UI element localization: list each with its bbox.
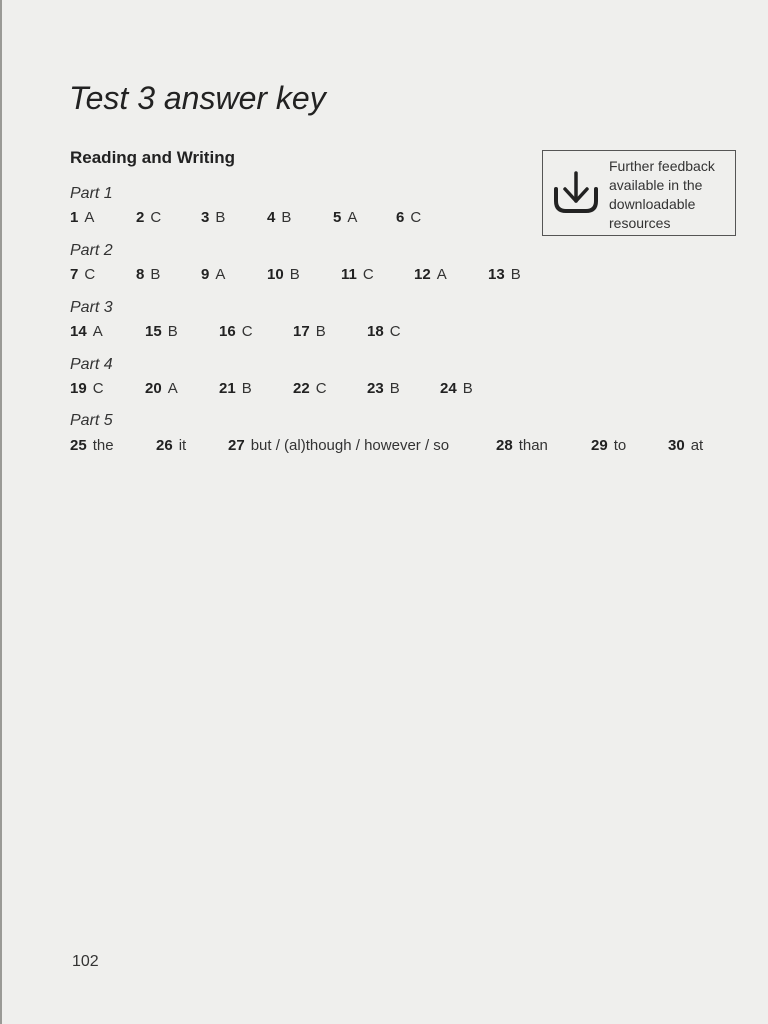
download-icon [551,171,601,217]
question-number: 13 [488,266,505,283]
question-number: 30 [668,437,685,454]
answer-item [136,209,161,226]
answer-value: C [362,266,374,283]
question-number: 1 [70,209,79,226]
answer-item [367,380,400,397]
part-label: Part 4 [70,356,113,373]
question-number: 4 [267,209,276,226]
feedback-line: resources [609,215,671,231]
answer-value: B [315,323,326,340]
answer-item [228,437,449,454]
answer-value: it [178,437,187,454]
question-number: 2 [136,209,145,226]
question-number: 21 [219,380,236,397]
question-number: 10 [267,266,284,283]
question-number: 5 [333,209,342,226]
answer-item [333,209,357,226]
answer-item [70,380,104,397]
answer-value: B [389,380,400,397]
answer-item [145,323,178,340]
answer-value: A [167,380,178,397]
answer-value: C [315,380,327,397]
question-number: 23 [367,380,384,397]
answer-value: C [410,209,422,226]
answer-item [414,266,447,283]
answer-item [70,209,94,226]
question-number: 9 [201,266,210,283]
page-title: Test 3 answer key [69,80,326,116]
part-label: Part 1 [70,185,113,202]
question-number: 16 [219,323,236,340]
answer-item [70,266,95,283]
question-number: 28 [496,437,513,454]
question-number: 26 [156,437,173,454]
answer-value: C [389,323,401,340]
question-number: 6 [396,209,405,226]
answer-item [219,323,253,340]
question-number: 17 [293,323,310,340]
question-number: 12 [414,266,431,283]
answer-value: A [215,266,226,283]
answer-item [201,266,225,283]
feedback-line: available in the [609,177,703,193]
answer-value: the [92,437,114,454]
answer-item [136,266,160,283]
answer-item [70,437,114,454]
answer-item [396,209,421,226]
part-label: Part 3 [70,299,113,316]
answer-item [341,266,374,283]
question-number: 3 [201,209,210,226]
answer-value: B [241,380,252,397]
answer-item [267,266,300,283]
answer-value: A [436,266,447,283]
answer-item [70,323,103,340]
feedback-line: Further feedback [609,158,715,174]
answer-item [156,437,186,454]
question-number: 20 [145,380,162,397]
answer-item [440,380,473,397]
answer-item [668,437,703,454]
feedback-line: downloadable [609,196,696,212]
answer-value: C [150,209,162,226]
part-label: Part 5 [70,412,113,429]
answer-value: but / (al)though / however / so [250,437,450,454]
answer-item [201,209,225,226]
answer-value: to [613,437,627,454]
answer-value: A [84,209,95,226]
question-number: 19 [70,380,87,397]
answer-item [293,380,327,397]
question-number: 22 [293,380,310,397]
answer-item [267,209,291,226]
answer-value: B [281,209,292,226]
answer-value: A [347,209,358,226]
answer-value: B [150,266,161,283]
answer-value: C [84,266,96,283]
answer-item [367,323,401,340]
page-edge [0,0,2,1024]
question-number: 11 [341,266,357,283]
answer-item [219,380,252,397]
answer-value: C [92,380,104,397]
answer-item [293,323,326,340]
feedback-box [542,150,736,236]
section-heading: Reading and Writing [70,148,235,167]
answer-item [145,380,178,397]
answer-value: B [167,323,178,340]
answer-value: A [92,323,103,340]
answer-item [591,437,626,454]
question-number: 27 [228,437,245,454]
question-number: 7 [70,266,79,283]
answer-value: C [241,323,253,340]
answer-item [488,266,521,283]
question-number: 29 [591,437,608,454]
answer-value: at [690,437,704,454]
answer-value: B [510,266,521,283]
question-number: 14 [70,323,87,340]
feedback-text [609,157,733,233]
answer-item [496,437,548,454]
question-number: 25 [70,437,87,454]
question-number: 18 [367,323,384,340]
answer-value: B [215,209,226,226]
page-number: 102 [72,953,99,970]
answer-value: than [518,437,548,454]
part-label: Part 2 [70,242,113,259]
question-number: 15 [145,323,162,340]
question-number: 24 [440,380,457,397]
answer-value: B [289,266,300,283]
question-number: 8 [136,266,145,283]
answer-value: B [462,380,473,397]
